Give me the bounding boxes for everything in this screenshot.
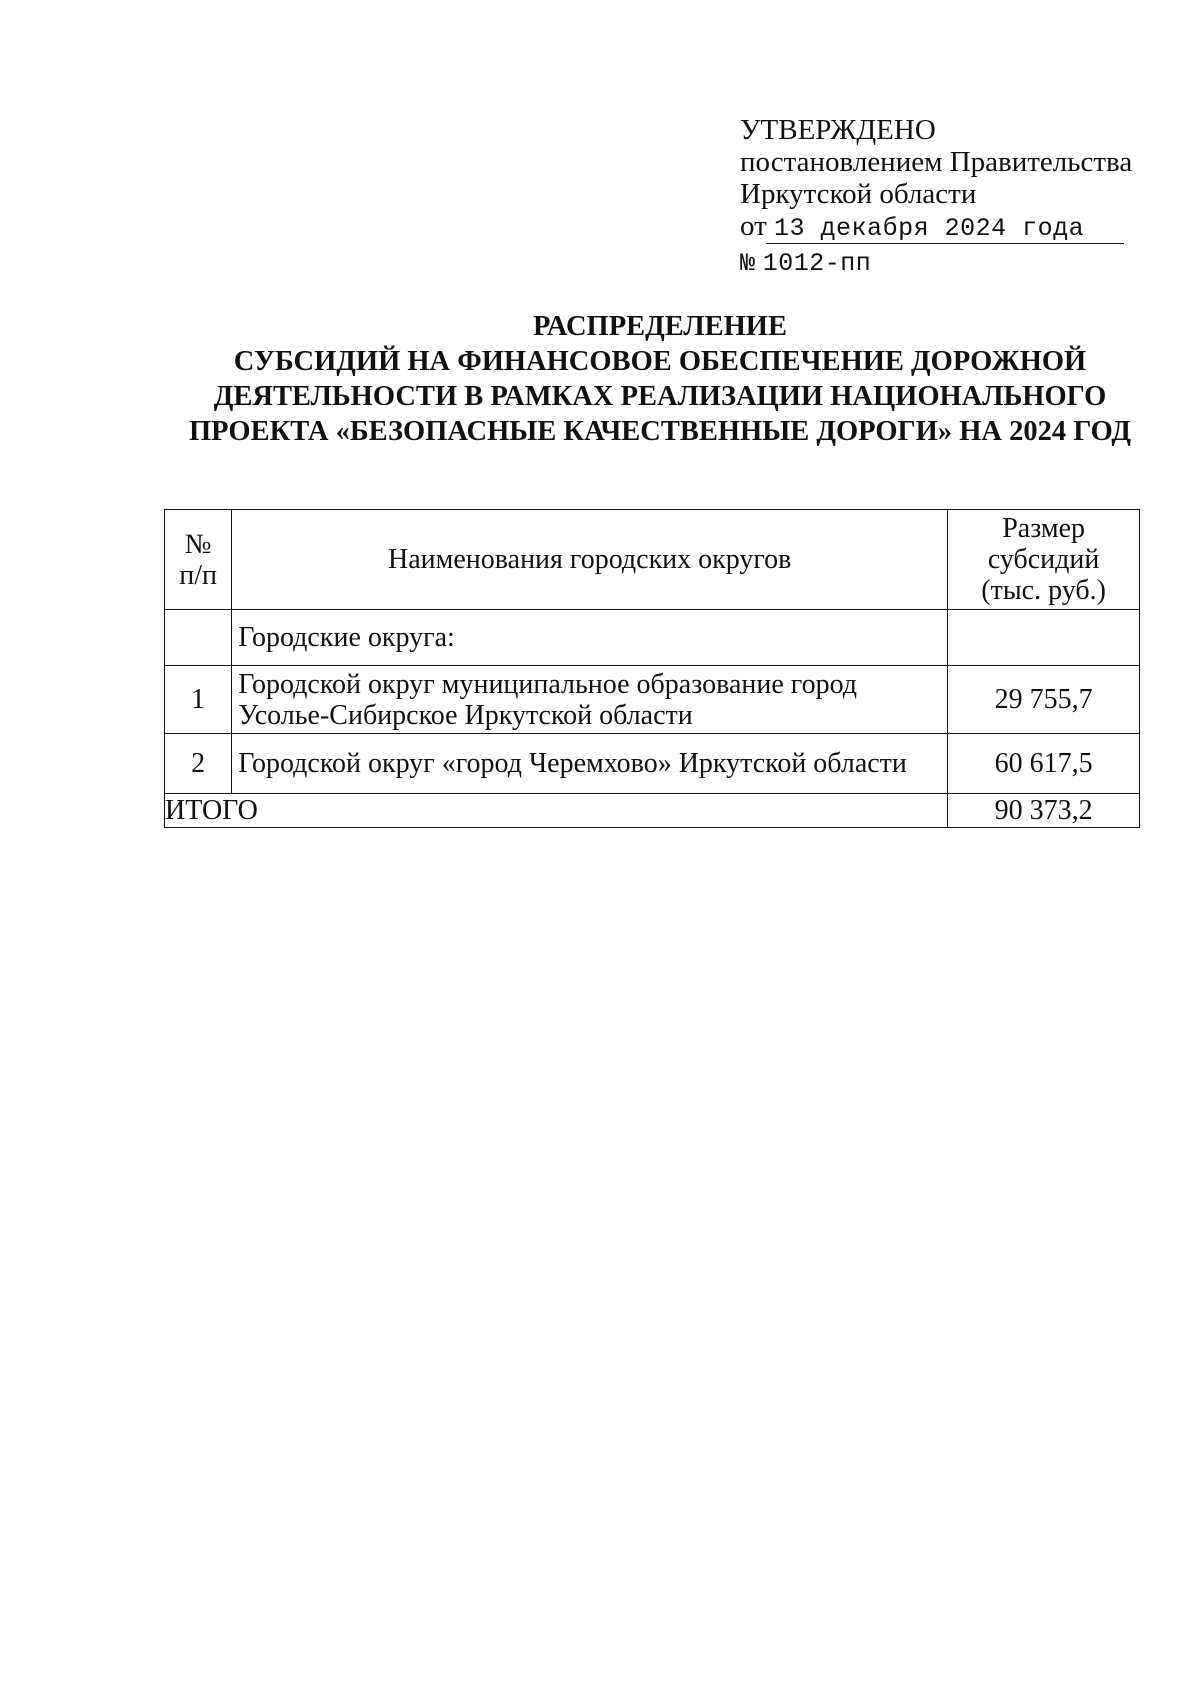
row-name [232,666,948,734]
approval-date-row [740,210,1130,245]
header-number-sign: № [184,528,212,560]
table-header-row [165,510,1140,610]
title-line-3: ДЕЯТЕЛЬНОСТИ В РАМКАХ РЕАЛИЗАЦИИ НАЦИОНАЛЬНОГО [213,381,1107,412]
row-number: 2 [165,734,232,794]
row-amount: 29 755,7 [948,666,1140,734]
table-total-row [165,794,1140,828]
approval-date-prefix: от [740,210,767,242]
total-amount: 90 373,2 [948,794,1140,828]
header-amount-line-1: Размер [1002,513,1085,544]
table-row [165,666,1140,734]
document-title [120,309,1200,449]
row-amount: 60 617,5 [948,734,1140,794]
title-line-2: СУБСИДИЙ НА ФИНАНСОВОЕ ОБЕСПЕЧЕНИЕ ДОРОЖНОЙ [233,346,1087,377]
approval-authority: постановлением Правительства [740,146,1133,178]
approval-number-prefix: № [740,249,756,278]
approval-status: УТВЕРЖДЕНО [740,114,936,146]
subsidy-table [164,509,1140,828]
approval-block [740,114,1133,280]
header-amount-line-3: (тыс. руб.) [981,575,1106,606]
group-label: Городские округа: [232,610,948,666]
approval-number: 1012-пп [762,249,872,278]
header-amount [948,510,1140,610]
date-underline [766,243,1124,244]
group-amount-cell [948,610,1140,666]
approval-number-row [740,245,1130,280]
approval-date: 13 декабря 2024 года [774,214,1085,243]
header-number [165,510,232,610]
title-line-1: РАСПРЕДЕЛЕНИЕ [533,311,787,342]
table-row [165,734,1140,794]
header-number-abbr: п/п [179,559,217,591]
header-amount-line-2: субсидий [987,544,1100,575]
row-name-line-1: Городской округ муниципальное образование город [238,668,858,700]
row-name: Городской округ «город Черемхово» Иркутской области [232,734,948,794]
total-label: ИТОГО [165,794,948,828]
approval-region: Иркутской области [740,178,977,210]
table-group-row [165,610,1140,666]
title-line-4: ПРОЕКТА «БЕЗОПАСНЫЕ КАЧЕСТВЕННЫЕ ДОРОГИ» НА 2024 ГОД [189,416,1131,447]
row-name-line-2: Усолье-Сибирское Иркутской области [238,699,693,731]
row-number: 1 [165,666,232,734]
header-name: Наименования городских округов [232,510,948,610]
group-number-cell [165,610,232,666]
